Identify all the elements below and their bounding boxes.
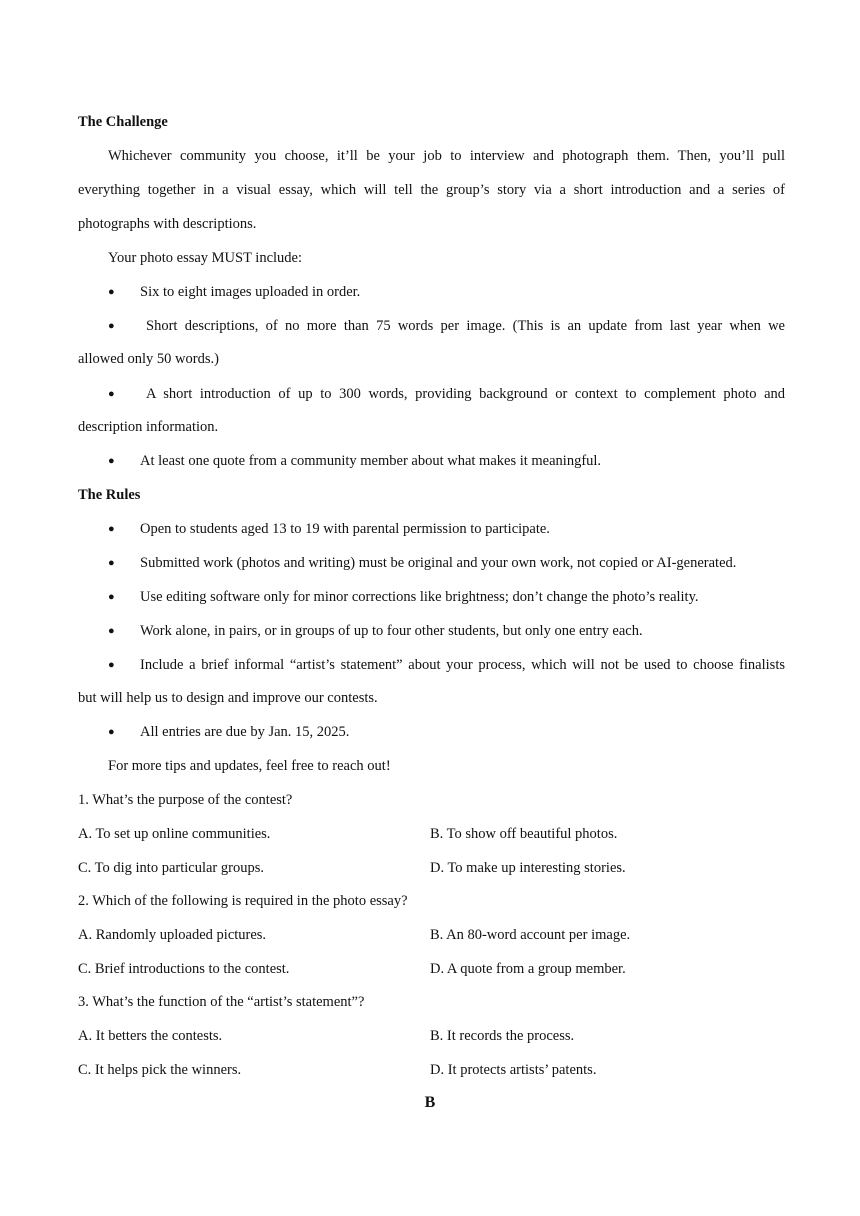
question-stem: 2. Which of the following is required in the photo essay? [78, 893, 408, 909]
closing-line: For more tips and updates, feel free to reach out! [108, 758, 391, 774]
list-item-text: Include a brief informal “artist’s statement” about your process, which will not be used to choose finalists [140, 657, 785, 673]
answer-option: C. To dig into particular groups. [78, 860, 264, 876]
list-item-text: Submitted work (photos and writing) must be original and your own work, not copied or AI-generated. [140, 555, 737, 571]
answer-option: C. It helps pick the winners. [78, 1062, 242, 1078]
list-item-text: A short introduction of up to 300 words, providing background or context to complement photo and [146, 386, 785, 402]
list-item-continuation: description information. [78, 419, 219, 435]
must-include-label: Your photo essay MUST include: [108, 250, 303, 266]
bullet-icon: ● [108, 659, 115, 671]
challenge-paragraph-line: photographs with descriptions. [78, 216, 257, 232]
rules-heading: The Rules [78, 487, 141, 503]
list-item-continuation: but will help us to design and improve our contests. [78, 690, 378, 706]
section-label: B [424, 1094, 436, 1111]
bullet-icon: ● [108, 320, 115, 332]
answer-option: A. To set up online communities. [78, 826, 271, 842]
answer-option: D. To make up interesting stories. [430, 860, 626, 876]
list-item-text: Short descriptions, of no more than 75 words per image. (This is an update from last year when we [146, 318, 785, 334]
list-item-text: All entries are due by Jan. 15, 2025. [140, 724, 350, 740]
question-stem: 3. What’s the function of the “artist’s statement”? [78, 994, 365, 1010]
bullet-icon: ● [108, 523, 115, 535]
list-item-text: Six to eight images uploaded in order. [140, 284, 361, 300]
bullet-icon: ● [108, 455, 115, 467]
challenge-heading: The Challenge [78, 114, 168, 130]
bullet-icon: ● [108, 388, 115, 400]
list-item-continuation: allowed only 50 words.) [78, 351, 219, 367]
answer-option: A. It betters the contests. [78, 1028, 223, 1044]
answer-option: C. Brief introductions to the contest. [78, 961, 290, 977]
answer-option: D. It protects artists’ patents. [430, 1062, 597, 1078]
challenge-paragraph-line: Whichever community you choose, it’ll be your job to interview and photograph them. Then, you’ll pull [108, 148, 785, 164]
bullet-icon: ● [108, 286, 115, 298]
answer-option: B. An 80-word account per image. [430, 927, 631, 943]
list-item-text: Work alone, in pairs, or in groups of up to four other students, but only one entry each. [140, 623, 643, 639]
list-item-text: At least one quote from a community member about what makes it meaningful. [140, 453, 602, 469]
bullet-icon: ● [108, 591, 115, 603]
list-item-text: Open to students aged 13 to 19 with parental permission to participate. [140, 521, 550, 537]
challenge-paragraph-line: everything together in a visual essay, which will tell the group’s story via a short introduction and a series of [78, 182, 785, 198]
question-stem: 1. What’s the purpose of the contest? [78, 792, 293, 808]
bullet-icon: ● [108, 625, 115, 637]
answer-option: B. It records the process. [430, 1028, 575, 1044]
answer-option: A. Randomly uploaded pictures. [78, 927, 267, 943]
answer-option: B. To show off beautiful photos. [430, 826, 618, 842]
bullet-icon: ● [108, 726, 115, 738]
answer-option: D. A quote from a group member. [430, 961, 626, 977]
bullet-icon: ● [108, 557, 115, 569]
list-item-text: Use editing software only for minor corrections like brightness; don’t change the photo’s reality. [140, 589, 699, 605]
